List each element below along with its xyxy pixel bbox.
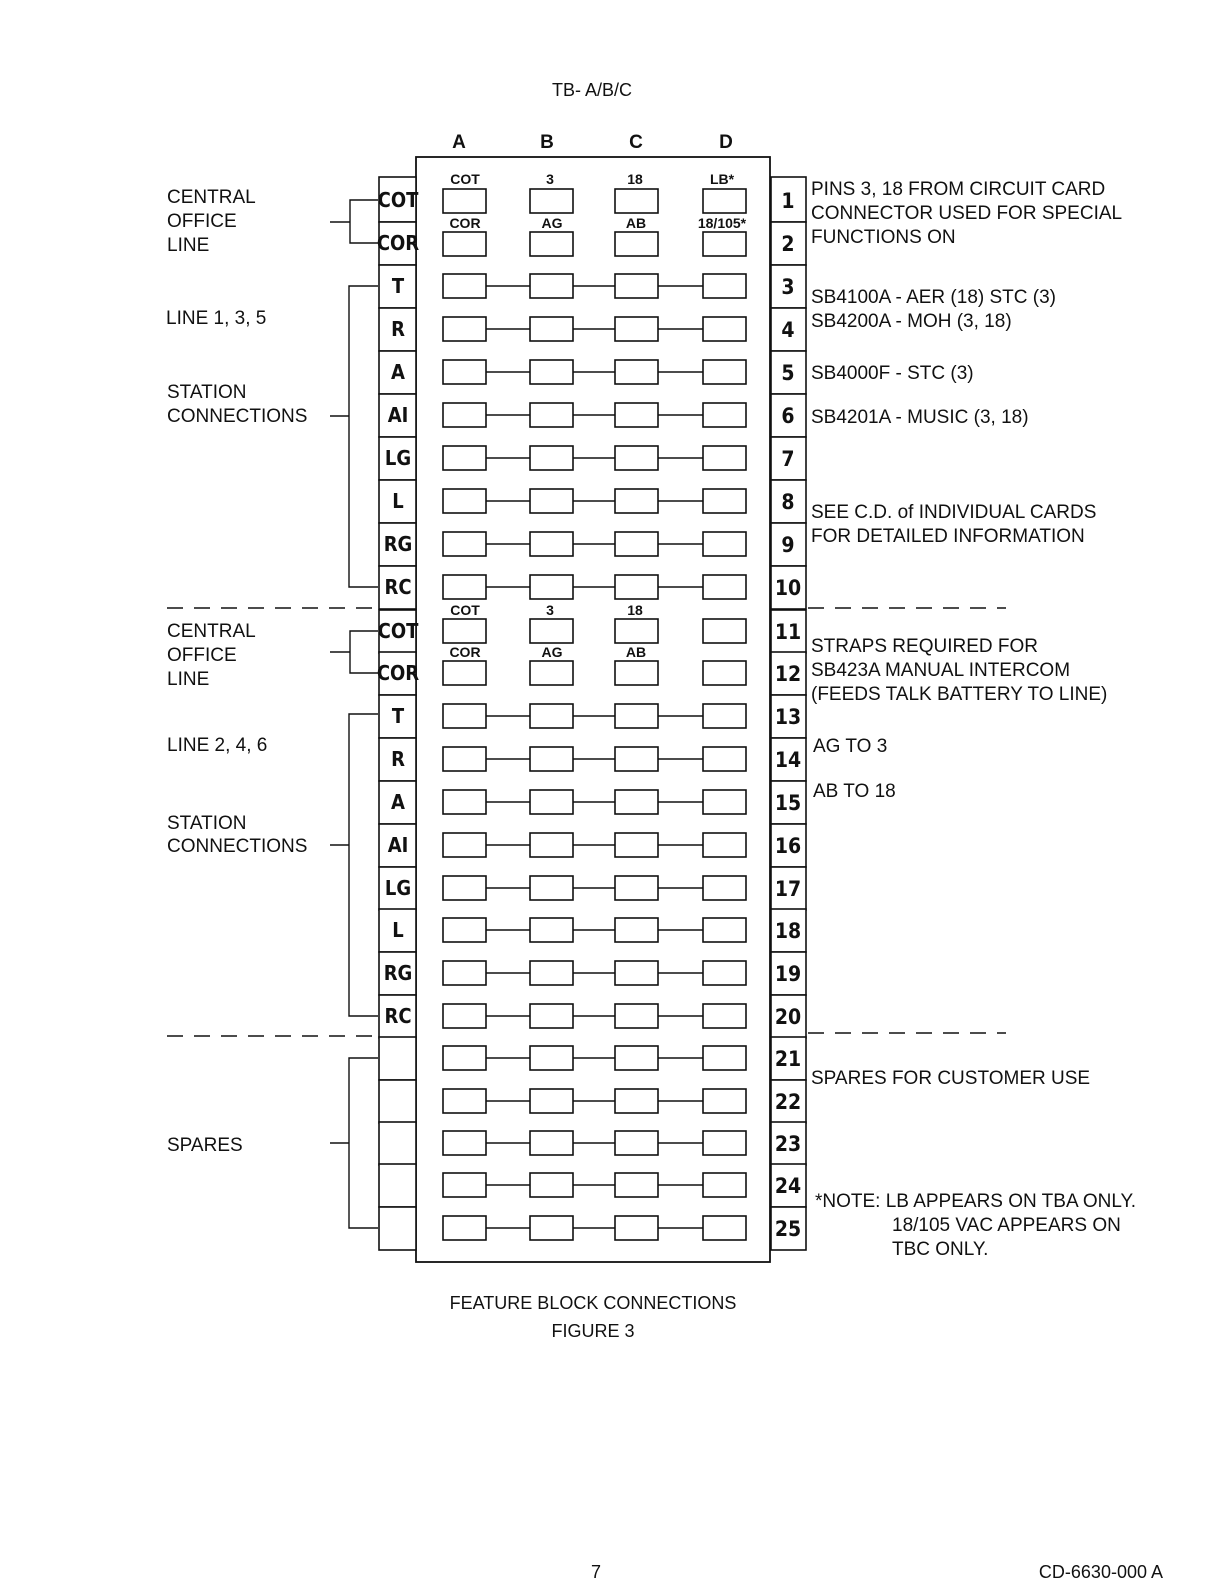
terminal-clip	[443, 189, 486, 213]
terminal-clip	[615, 1173, 658, 1197]
column-header-d: D	[719, 132, 733, 153]
label-line-2-4-6: LINE 2, 4, 6	[167, 735, 268, 756]
signal-cell	[379, 1037, 416, 1080]
terminal-clip	[443, 1004, 486, 1028]
signal-label: LG	[384, 876, 412, 900]
terminal-clip	[443, 532, 486, 556]
bracket-spares	[330, 1058, 378, 1228]
terminal-clip	[703, 747, 746, 771]
bracket-central-office-2	[330, 631, 378, 673]
diagram-title: TB- A/B/C	[551, 80, 633, 100]
terminal-clip	[703, 1046, 746, 1070]
row-number: 13	[774, 705, 802, 729]
terminal-clip	[703, 360, 746, 384]
row-number: 6	[781, 404, 795, 428]
clip-labels-row2	[449, 215, 746, 231]
page-number: 7	[590, 1562, 602, 1582]
note-line: PINS 3, 18 FROM CIRCUIT CARD	[811, 179, 1106, 200]
terminal-clip	[703, 575, 746, 599]
terminal-clip	[615, 274, 658, 298]
column-header-c: C	[629, 132, 643, 153]
signal-label: LG	[384, 446, 412, 470]
note-sb4200a: SB4200A - MOH (3, 18)	[811, 311, 1012, 332]
terminal-clip	[530, 747, 573, 771]
terminal-clip	[615, 790, 658, 814]
terminal-clip	[443, 833, 486, 857]
terminal-clip	[703, 704, 746, 728]
signal-label: L	[392, 489, 404, 513]
clip-label: COR	[449, 644, 481, 660]
terminal-clip	[443, 317, 486, 341]
row-number: 25	[774, 1217, 802, 1241]
signal-label: AI	[387, 833, 409, 857]
terminal-clip	[530, 1004, 573, 1028]
clip-label: 3	[546, 171, 554, 187]
terminal-clip	[615, 918, 658, 942]
bracket-central-office-1	[330, 200, 378, 243]
terminal-clip	[443, 1216, 486, 1240]
label-station-connections-1	[167, 382, 307, 427]
terminal-clip	[703, 317, 746, 341]
terminal-clip	[530, 704, 573, 728]
row-number: 4	[781, 318, 795, 342]
terminal-clip	[443, 1046, 486, 1070]
terminal-clip	[530, 317, 573, 341]
note-line: CONNECTOR USED FOR SPECIAL	[811, 203, 1123, 224]
terminal-clip	[443, 661, 486, 685]
terminal-clip	[443, 619, 486, 643]
row-number: 8	[781, 490, 795, 514]
terminal-clip	[615, 876, 658, 900]
label-line: STATION	[167, 382, 247, 403]
column-header-a: A	[452, 132, 466, 153]
signal-label: RC	[384, 575, 412, 599]
label-line: CONNECTIONS	[167, 836, 308, 857]
signal-cell	[379, 1207, 416, 1250]
terminal-clip	[443, 747, 486, 771]
terminal-clip	[530, 918, 573, 942]
terminal-clip	[703, 1089, 746, 1113]
row-number: 22	[774, 1090, 802, 1114]
label-central-office-line-1	[167, 187, 256, 256]
signal-label: T	[391, 704, 405, 728]
note-line: *NOTE: LB APPEARS ON TBA ONLY.	[815, 1191, 1137, 1212]
signal-label: R	[391, 747, 405, 771]
row-number: 5	[781, 361, 795, 385]
clip-label: 3	[546, 602, 554, 618]
signal-label: COT	[377, 619, 419, 643]
row-number: 12	[774, 662, 802, 686]
clip-label: COR	[449, 215, 481, 231]
signal-label: T	[391, 274, 405, 298]
number-column	[771, 177, 806, 1250]
terminal-clip	[615, 1089, 658, 1113]
row-number: 23	[774, 1132, 802, 1156]
row-number: 20	[774, 1005, 802, 1029]
clip-label: AG	[541, 644, 563, 660]
clip-grid	[443, 189, 746, 1240]
terminal-clip	[703, 446, 746, 470]
clip-label: 18/105*	[697, 215, 747, 231]
row-number: 21	[774, 1047, 802, 1071]
terminal-clip	[443, 1131, 486, 1155]
row-number: 16	[774, 834, 802, 858]
terminal-clip	[703, 833, 746, 857]
signal-label: A	[391, 790, 405, 814]
terminal-clip	[703, 232, 746, 256]
terminal-clip	[530, 1046, 573, 1070]
terminal-clip	[615, 575, 658, 599]
terminal-clip	[703, 274, 746, 298]
clip-label: AG	[541, 215, 563, 231]
note-pins	[811, 179, 1122, 248]
label-line: OFFICE	[167, 645, 237, 666]
clip-label: 18	[627, 171, 643, 187]
signal-label: AI	[387, 403, 409, 427]
label-line: LINE	[167, 235, 210, 256]
signal-label: COR	[376, 661, 420, 685]
label-central-office-line-2	[167, 621, 256, 690]
terminal-clip	[615, 446, 658, 470]
note-line: STRAPS REQUIRED FOR	[811, 636, 1038, 657]
terminal-clip	[443, 232, 486, 256]
terminal-clip	[703, 918, 746, 942]
document-id: CD-6630-000 A	[1038, 1562, 1163, 1582]
note-asterisk	[815, 1191, 1136, 1260]
row-number: 15	[774, 791, 802, 815]
note-sb4000f: SB4000F - STC (3)	[811, 363, 974, 384]
clip-label: COT	[450, 171, 480, 187]
terminal-clip	[615, 360, 658, 384]
note-line: 18/105 VAC APPEARS ON	[892, 1215, 1121, 1236]
row-number: 10	[774, 576, 802, 600]
row-number: 11	[774, 620, 802, 644]
caption-title: FEATURE BLOCK CONNECTIONS	[449, 1293, 737, 1313]
label-line: CENTRAL	[167, 187, 256, 208]
note-straps	[811, 636, 1107, 705]
clip-label: LB*	[709, 171, 735, 187]
terminal-clip	[443, 704, 486, 728]
terminal-clip	[615, 961, 658, 985]
note-line: SB423A MANUAL INTERCOM	[811, 660, 1071, 681]
terminal-clip	[443, 489, 486, 513]
terminal-clip	[703, 1004, 746, 1028]
terminal-clip	[530, 403, 573, 427]
note-spares-customer: SPARES FOR CUSTOMER USE	[811, 1068, 1091, 1089]
terminal-clip	[530, 1131, 573, 1155]
label-line: CENTRAL	[167, 621, 256, 642]
signal-label: L	[392, 918, 404, 942]
terminal-clip	[703, 1173, 746, 1197]
terminal-clip	[443, 403, 486, 427]
label-line: LINE	[167, 669, 210, 690]
terminal-clip	[443, 918, 486, 942]
terminal-clip	[703, 619, 746, 643]
clip-label: 18	[627, 602, 643, 618]
row-number: 24	[774, 1174, 802, 1198]
clip-labels-row12	[449, 644, 646, 660]
note-sb4201a: SB4201A - MUSIC (3, 18)	[811, 407, 1029, 428]
column-header-b: B	[540, 132, 554, 153]
terminal-clip	[703, 961, 746, 985]
terminal-clip	[443, 575, 486, 599]
terminal-clip	[615, 1131, 658, 1155]
terminal-clip	[530, 489, 573, 513]
terminal-clip	[443, 360, 486, 384]
terminal-clip	[530, 532, 573, 556]
note-line: TBC ONLY.	[892, 1239, 989, 1260]
signal-label: RG	[383, 532, 413, 556]
clip-labels-row1	[450, 171, 734, 187]
row-number: 18	[774, 919, 802, 943]
terminal-clip	[530, 790, 573, 814]
row-number: 2	[781, 232, 795, 256]
terminal-clip	[443, 876, 486, 900]
terminal-clip	[443, 1173, 486, 1197]
clip-labels-row11	[450, 602, 643, 618]
signal-label: COR	[376, 231, 420, 255]
note-see-cd	[811, 502, 1096, 547]
signal-label: COT	[377, 188, 419, 212]
row-number: 17	[774, 877, 802, 901]
terminal-clip	[530, 833, 573, 857]
terminal-clip	[615, 833, 658, 857]
label-line-1-3-5: LINE 1, 3, 5	[166, 308, 267, 329]
row-number: 3	[781, 275, 795, 299]
terminal-clip	[530, 189, 573, 213]
terminal-clip	[530, 274, 573, 298]
terminal-clip	[615, 532, 658, 556]
row-number: 14	[774, 748, 802, 772]
terminal-clip	[615, 619, 658, 643]
terminal-clip	[615, 1046, 658, 1070]
terminal-clip	[703, 1131, 746, 1155]
terminal-clip	[615, 403, 658, 427]
signal-cell	[379, 1080, 416, 1123]
note-ag-to-3: AG TO 3	[813, 736, 888, 757]
terminal-clip	[530, 876, 573, 900]
terminal-clip	[615, 317, 658, 341]
terminal-clip	[443, 961, 486, 985]
terminal-clip	[530, 360, 573, 384]
terminal-clip	[530, 446, 573, 470]
terminal-clip	[615, 661, 658, 685]
label-line: STATION	[167, 813, 247, 834]
clip-label: AB	[625, 644, 647, 660]
row-number: 19	[774, 962, 802, 986]
note-line: FOR DETAILED INFORMATION	[811, 526, 1085, 547]
terminal-clip	[530, 1089, 573, 1113]
label-station-connections-2	[167, 813, 307, 857]
terminal-clip	[530, 1216, 573, 1240]
terminal-clip	[703, 661, 746, 685]
signal-label: RG	[383, 961, 413, 985]
signal-cell	[379, 1164, 416, 1207]
clip-label: AB	[625, 215, 647, 231]
clip-label: COT	[450, 602, 480, 618]
terminal-clip	[443, 1089, 486, 1113]
terminal-clip	[443, 790, 486, 814]
row-number: 7	[781, 447, 795, 471]
terminal-clip	[530, 961, 573, 985]
signal-label: R	[391, 317, 405, 341]
terminal-clip	[615, 1216, 658, 1240]
label-line: CONNECTIONS	[167, 406, 308, 427]
signal-label: A	[391, 360, 405, 384]
bracket-station-2	[330, 714, 378, 1016]
signal-column	[377, 177, 419, 1250]
caption-figure: FIGURE 3	[551, 1321, 635, 1341]
terminal-clip	[530, 232, 573, 256]
terminal-clip	[530, 619, 573, 643]
terminal-clip	[615, 232, 658, 256]
terminal-clip	[703, 403, 746, 427]
terminal-clip	[615, 704, 658, 728]
terminal-clip	[530, 1173, 573, 1197]
note-line: SEE C.D. of INDIVIDUAL CARDS	[811, 502, 1097, 523]
terminal-clip	[615, 747, 658, 771]
terminal-clip	[443, 274, 486, 298]
terminal-clip	[703, 876, 746, 900]
row-number: 9	[781, 533, 795, 557]
terminal-clip	[615, 189, 658, 213]
bracket-station-1	[330, 286, 378, 587]
terminal-clip	[703, 1216, 746, 1240]
terminal-clip	[530, 575, 573, 599]
terminal-clip	[703, 532, 746, 556]
note-sb4100a: SB4100A - AER (18) STC (3)	[811, 287, 1056, 308]
label-line: OFFICE	[167, 211, 237, 232]
note-ab-to-18: AB TO 18	[813, 781, 896, 802]
terminal-clip	[615, 1004, 658, 1028]
terminal-clip	[703, 489, 746, 513]
signal-label: RC	[384, 1004, 412, 1028]
terminal-clip	[530, 661, 573, 685]
row-number: 1	[781, 189, 795, 213]
label-spares: SPARES	[167, 1135, 243, 1156]
terminal-clip	[443, 446, 486, 470]
terminal-clip	[703, 790, 746, 814]
terminal-clip	[703, 189, 746, 213]
terminal-clip	[615, 489, 658, 513]
note-line: FUNCTIONS ON	[811, 227, 956, 248]
note-line: (FEEDS TALK BATTERY TO LINE)	[811, 684, 1108, 705]
signal-cell	[379, 1122, 416, 1165]
